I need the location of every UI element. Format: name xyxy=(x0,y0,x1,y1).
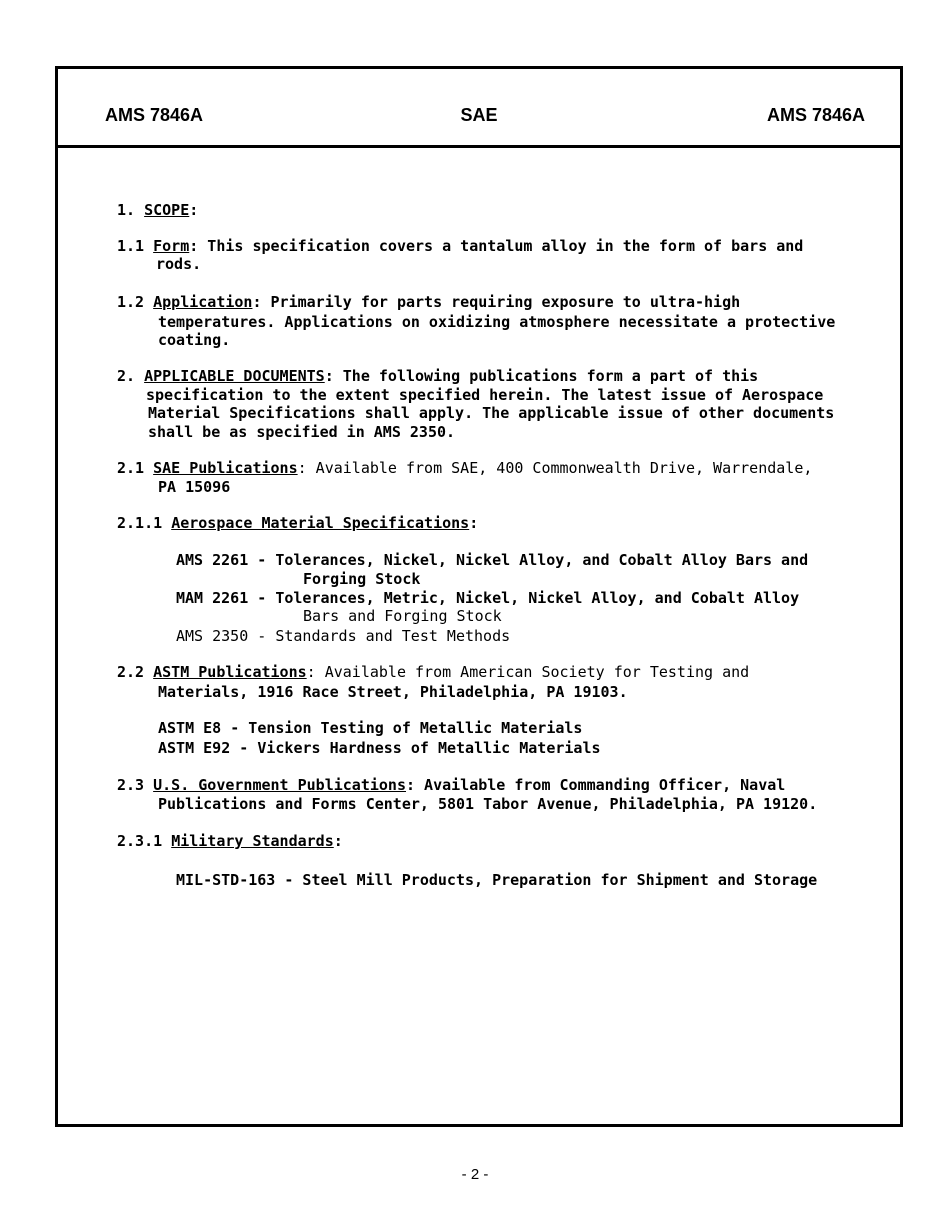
header-right-doc-id: AMS 7846A xyxy=(766,105,865,125)
ams-2350-line: AMS 2350 - Standards and Test Methods xyxy=(176,627,511,645)
section-2-line-2: specification to the extent specified herein. The latest issue of Aerospace xyxy=(146,386,824,404)
section-2-3-line-1: 2.3 U.S. Government Publications: Available from Commanding Officer, Naval xyxy=(117,776,786,794)
header-center-org: SAE xyxy=(460,105,498,125)
section-1-2-line-1: 1.2 Application: Primarily for parts requiring exposure to ultra-high xyxy=(117,293,741,311)
astm-e92-line: ASTM E92 - Vickers Hardness of Metallic Materials xyxy=(158,739,601,757)
section-2-1-1-heading: 2.1.1 Aerospace Material Specifications: xyxy=(117,514,479,532)
page-header xyxy=(58,69,900,148)
section-1-1-line-2: rods. xyxy=(156,255,202,273)
section-2-1-line-2: PA 15096 xyxy=(158,478,231,496)
section-2-line-1: 2. APPLICABLE DOCUMENTS: The following publications form a part of this xyxy=(117,367,759,385)
header-left-doc-id: AMS 7846A xyxy=(105,105,204,125)
mil-std-163-line: MIL-STD-163 - Steel Mill Products, Preparation for Shipment and Storage xyxy=(176,871,818,889)
section-2-line-3: Material Specifications shall apply. The applicable issue of other documents xyxy=(148,404,835,422)
mam-2261-line-1: MAM 2261 - Tolerances, Metric, Nickel, Nickel Alloy, and Cobalt Alloy xyxy=(176,589,800,607)
section-2-2-line-2: Materials, 1916 Race Street, Philadelphia, PA 19103. xyxy=(158,683,628,701)
section-2-2-line-1: 2.2 ASTM Publications: Available from American Society for Testing and xyxy=(117,663,750,681)
document-body xyxy=(58,148,900,1124)
ams-2261-line-1: AMS 2261 - Tolerances, Nickel, Nickel Alloy, and Cobalt Alloy Bars and xyxy=(176,551,809,569)
section-2-line-4: shall be as specified in AMS 2350. xyxy=(148,423,456,441)
page-frame xyxy=(55,66,903,1127)
section-2-3-1-heading: 2.3.1 Military Standards: xyxy=(117,832,343,850)
section-2-3-line-2: Publications and Forms Center, 5801 Tabor Avenue, Philadelphia, PA 19120. xyxy=(158,795,818,813)
section-2-1-line-1: 2.1 SAE Publications: Available from SAE, 400 Commonwealth Drive, Warrendale, xyxy=(117,459,813,477)
astm-e8-line: ASTM E8 - Tension Testing of Metallic Materials xyxy=(158,719,583,737)
section-1-1-line-1: 1.1 Form: This specification covers a tantalum alloy in the form of bars and xyxy=(117,237,804,255)
section-1-heading: 1. SCOPE: xyxy=(117,201,199,219)
page-number: - 2 - xyxy=(461,1166,489,1183)
section-1-2-line-2: temperatures. Applications on oxidizing atmosphere necessitate a protective xyxy=(158,313,836,331)
ams-2261-line-2: Forging Stock xyxy=(303,570,421,588)
section-1-2-line-3: coating. xyxy=(158,331,231,349)
mam-2261-line-2: Bars and Forging Stock xyxy=(303,607,502,625)
